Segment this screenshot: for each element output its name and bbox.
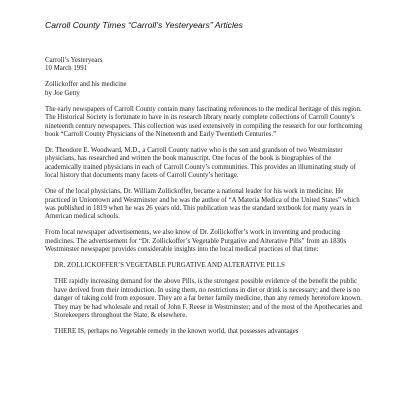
paragraph: One of the local physicians, Dr. William Zollickoffer, became a national leader for his work in medicine. He practiced in Uniontown and Westminster and he was the author of “A Materia Medica of the United States” which was published in 1819 when he was 26 years old. This publication was the standard textbook for many years in American medical schools. [45,188,360,221]
paragraph: Dr. Theodore E. Woodward, M.D., a Carroll County native who is the son and grandson of two Westminster physicians, has researched and written the book manuscript. One focus of the book is biographies of the academically trained physicians in each of Carroll County’s communities. This provides an illuminating study of local history that documents many facets of Carroll County’s heritage. [45,147,356,180]
article-headline: Zollickoffer and his medicine [45,81,127,89]
series-header: Carroll County Times “Carroll’s Yesteryears” Articles [45,20,243,30]
ad-title: DR. ZOLLICKOFFER’S VEGETABLE PURGATIVE AND ALTERATIVE PILLS [54,262,285,270]
article-byline: by Joe Getty [45,89,80,97]
paragraph: From local newspaper advertisements, we also know of Dr. Zollickoffer’s work in inventing and producing medicines. The advertisement for “Dr. Zollickoffer’s Vegetable Purgative and Alterative Pills” from an 1830s Westminster newspaper provides considerable insights into the local medical practices of that time: [45,229,347,254]
quote-paragraph: THE rapidly increasing demand for the above Pills, is the strongest possible evidence of the benefit the public have derived from their introduction. In using them, no restrictions in diet or drink is necessary; and there is no danger of taking cold from exposure. They are a far better family medicine, than any remedy heretofore known. They may be had wholesale and retail of John F. Reese in Westminster; and of the most of the Apothecaries and Storekeepers throughout the State, & elsewhere. [54,278,362,319]
article-date: 10 March 1991 [45,65,88,73]
quote-paragraph: THERE IS, perhaps no Vegetable remedy in the known world, that possesses advantages [54,327,299,335]
column-name: Carroll’s Yesteryears [45,57,103,64]
article-body [45,57,363,344]
paragraph: The early newspapers of Carroll County contain many fascinating references to the medical heritage of this region. The Historical Society is fortunate to have in its research library nearly complete collections of Carroll County’s nineteenth century newspapers. This collection was used extensively in compiling the research for our forthcoming book “Carroll County Physicians of the Nineteenth and Early Twentieth Centuries.” [45,105,363,139]
